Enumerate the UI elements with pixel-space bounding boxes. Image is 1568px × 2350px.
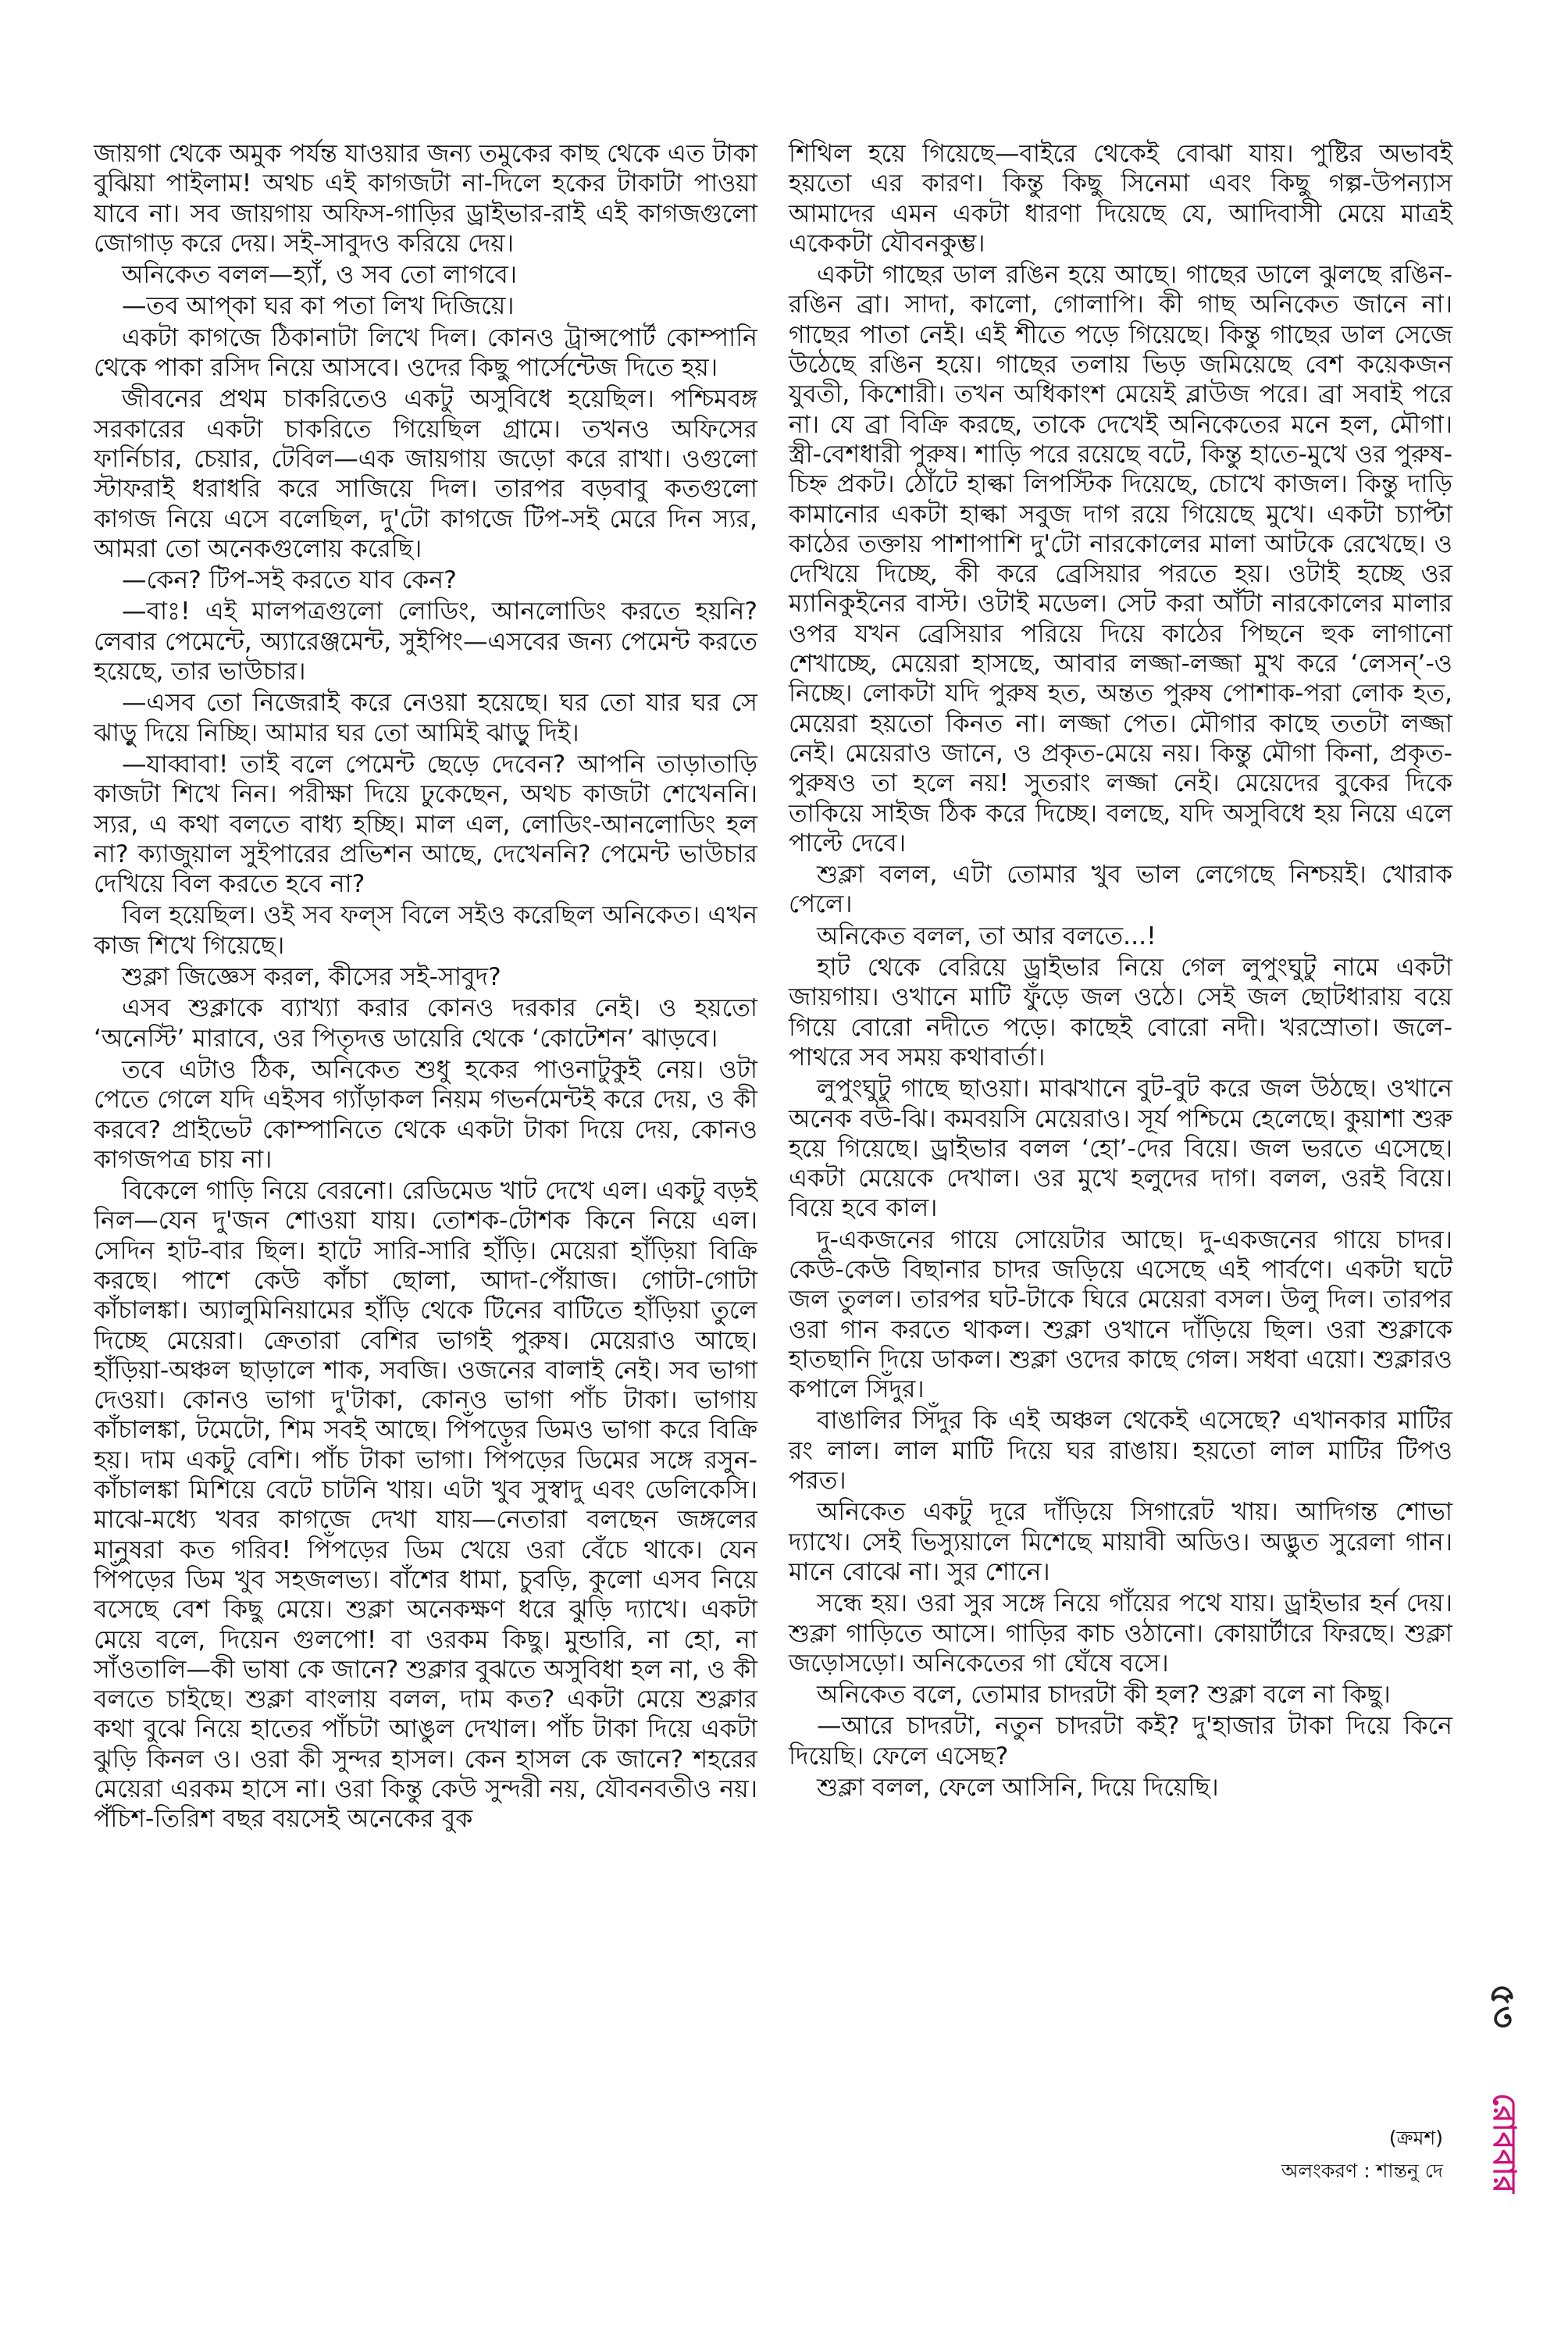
paragraph: হাট থেকে বেরিয়ে ড্রাইভার নিয়ে গেল লুপুংঘুটু নামে একটা জায়গায়। ওখানে মাটি ফুঁড়ে জল ওঠে। সেই জল ছোটধারায় বয়ে গিয়ে বোরো নদীতে পড়ে। কাছেই বোরো নদী। খরস্রোতা। জলে-পাথরে সব সময় কথাবার্তা। (789, 954, 1452, 1072)
paragraph: —কেন? টিপ-সই করতে যাব কেন? (122, 566, 457, 595)
paragraph: —আরে চাদরটা, নতুন চাদরটা কই? দু'হাজার টাকা দিয়ে কিনে দিয়েছি। ফেলে এসেছ? (789, 1712, 1452, 1771)
paragraph: জীবনের প্রথম চাকরিতেও একটু অসুবিধে হয়েছিল। পশ্চিমবঙ্গ সরকারের একটা চাকরিতে গিয়েছিল গ্রামে। তখনও অফিসের ফার্নিচার, চেয়ার, টেবিল—এক জায়গায় জড়ো করে রাখা। ওগুলো স্টাফরাই ধরাধরি করে সাজিয়ে দিল। তারপর বড়বাবু কতগুলো কাগজ নিয়ে এসে বলেছিল, দু'টো কাগজে টিপ-সই মেরে দিন স্যর, আমরা তো অনেকগুলোয় করেছি। (94, 385, 757, 563)
paragraph: বিকেলে গাড়ি নিয়ে বেরনো। রেডিমেড খাট দেখে এল। একটু বড়ই নিল—যেন দু'জন শোওয়া যায়। তোশক-টোশক কিনে নিয়ে এল। সেদিন হাট-বার ছিল। হাটে সারি-সারি হাঁড়ি। মেয়েরা হাঁড়িয়া বিক্রি করছে। পাশে কেউ কাঁচা ছোলা, আদা-পেঁয়াজ। গোটা-গোটা কাঁচালঙ্কা। অ্যালুমিনিয়ামের হাঁড়ি থেকে টিনের বাটিতে হাঁড়িয়া তুলে দিচ্ছে মেয়েরা। ক্রেতারা বেশির ভাগই পুরুষ। মেয়েরাও আছে। হাঁড়িয়া-অঞ্চল ছাড়ালে শাক, সবজি। ওজনের বালাই নেই। সব ভাগা দেওয়া। কোনও ভাগা দু'টাকা, কোনও ভাগা পাঁচ টাকা। ভাগায় কাঁচালঙ্কা, টমেটো, শিম সবই আছে। পিঁপড়ের ডিমও ভাগা করে বিক্রি হয়। দাম একটু বেশি। পাঁচ টাকা ভাগা। পিঁপড়ের ডিমের সঙ্গে রসুন-কাঁচালঙ্কা মিশিয়ে বেটে চাটনি খায়। এটা খুব সুস্বাদু এবং ডেলিকেসি। মাঝে-মধ্যে খবর কাগজে দেখা যায়—নেতারা বলছেন জঙ্গলের মানুষরা কত গরিব! পিঁপড়ের ডিম খেয়ে ওরা বেঁচে থাকে। যেন পিঁপড়ের ডিম খুব সহজলভ্য। বাঁশের ধামা, চুবড়ি, কুলো এসব নিয়ে বসেছে বেশ কিছু মেয়ে। শুক্লা অনেকক্ষণ ধরে ঝুড়ি দ্যাখে। একটা মেয়ে বলে, দিয়েন গুলপো! বা ওরকম কিছু। মুন্ডারি, না হো, না সাঁওতালি—কী ভাষা কে জানে? শুক্লার বুঝতে অসুবিধা হল না, ও কী বলতে চাইছে। শুক্লা বাংলায় বলল, দাম কত? একটা মেয়ে শুক্লার কথা বুঝে নিয়ে হাতের পাঁচটা আঙুল দেখাল। পাঁচ টাকা দিয়ে একটা ঝুড়ি কিনল ও। ওরা কী সুন্দর হাসল। কেন হাসল কে জানে? শহরের মেয়েরা এরকম হাসে না। ওরা কিন্তু কেউ সুন্দরী নয়, যৌবনবতীও নয়। পঁচিশ-তিরিশ বছর বয়সেই অনেকের বুক (94, 1177, 758, 1834)
paragraph: —বাঃ! এই মালপত্রগুলো লোডিং, আনলোডিং করতে হয়নি? লেবার পেমেন্টে, অ্যারেঞ্জমেন্ট, সুইপিং—এসবের জন্য পেমেন্ট করতে হয়েছে, তার ভাউচার। (94, 597, 757, 686)
paragraph: একটা কাগজে ঠিকানাটা লিখে দিল। কোনও ট্রান্সপোর্ট কোম্পানি থেকে পাকা রসিদ নিয়ে আসবে। ওদের কিছু পার্সেন্টেজ দিতে হয়। (94, 323, 757, 383)
illustration-credit: অলংকরণ : শান্তনু দে (1281, 2159, 1443, 2182)
paragraph: বিল হয়েছিল। ওই সব ফল্‌স বিলে সইও করেছিল অনিকেত। এখন কাজ শিখে গিয়েছে। (94, 901, 757, 960)
paragraph: শুক্লা বলল, এটা তোমার খুব ভাল লেগেছে নিশ্চয়ই। খোরাক পেলে। (789, 861, 1452, 919)
continued-label: (ক্রমশ) (1388, 2127, 1443, 2149)
page-number: ৫৩ (1483, 1984, 1523, 2029)
paragraph: —এসব তো নিজেরাই করে নেওয়া হয়েছে। ঘর তো যার ঘর সে ঝাড়ু দিয়ে নিচ্ছি। আমার ঘর তো আমিই ঝাড়ু দিই। (94, 689, 757, 747)
paragraph: অনিকেত একটু দূরে দাঁড়িয়ে সিগারেট খায়। আদিগন্ত শোভা দ্যাখে। সেই ভিস্যুয়ালে মিশেছে মায়াবী অডিও। অদ্ভুত সুরেলা গান। মানে বোঝে না। সুর শোনে। (789, 1498, 1452, 1586)
left-column (94, 139, 757, 1836)
paragraph: লুপুংঘুটু গাছে ছাওয়া। মাঝখানে বুট-বুট করে জল উঠছে। ওখানে অনেক বউ-ঝি। কমবয়সি মেয়েরাও। সূর্য পশ্চিমে হেলেছে। কুয়াশা শুরু হয়ে গিয়েছে। ড্রাইভার বলল ‘হো’-দের বিয়ে। জল ভরতে এসেছে। একটা মেয়েকে দেখাল। ওর মুখে হলুদের দাগ। বলল, ওরই বিয়ে। বিয়ে হবে কাল। (789, 1075, 1452, 1223)
paragraph: সন্ধে হয়। ওরা সুর সঙ্গে নিয়ে গাঁয়ের পথে যায়। ড্রাইভার হর্ন দেয়। শুক্লা গাড়িতে আসে। গাড়ির কাচ ওঠানো। কোয়ার্টারে ফিরছে। শুক্লা জড়োসড়ো। অনিকেতের গা ঘেঁষে বসে। (789, 1589, 1452, 1678)
paragraph: দু-একজনের গায়ে সোয়েটার আছে। দু-একজনের গায়ে চাদর। কেউ-কেউ বিছানার চাদর জড়িয়ে এসেছে এই পার্বণে। একটা ঘটে জল তুলল। তারপর ঘট-টাকে ঘিরে মেয়েরা বসল। উলু দিল। তারপর ওরা গান করতে থাকল। শুক্লা ওখানে দাঁড়িয়ে ছিল। ওরা শুক্লাকে হাতছানি দিয়ে ডাকল। শুক্লা ওদের কাছে গেল। সধবা এয়ো। শুক্লারও কপালে সিঁদুর। (789, 1225, 1452, 1404)
paragraph: অনিকেত বলল, তা আর বলতে...! (817, 922, 1156, 950)
paragraph: অনিকেত বলল—হ্যাঁ, ও সব তো লাগবে। (122, 261, 518, 290)
paragraph: অনিকেত বলে, তোমার চাদরটা কী হল? শুক্লা বলে না কিছু। (817, 1681, 1391, 1710)
paragraph: বাঙালির সিঁদুর কি এই অঞ্চল থেকেই এসেছে? এখানকার মাটির রং লাল। লাল মাটি দিয়ে ঘর রাঙায়। হয়তো লাল মাটির টিপও পরত। (789, 1407, 1452, 1496)
paragraph: —তব আপ্‌কা ঘর কা পতা লিখ দিজিয়ে। (122, 292, 515, 321)
paragraph: একটা গাছের ডাল রঙিন হয়ে আছে। গাছের ডালে ঝুলছে রঙিন-রঙিন ব্রা। সাদা, কালো, গোলাপি। কী গাছ অনিকেত জানে না। গাছের পাতা নেই। এই শীতে পড়ে গিয়েছে। কিন্তু গাছের ডাল সেজে উঠেছে রঙিন হয়ে। গাছের তলায় ভিড় জমিয়েছে বেশ কয়েকজন যুবতী, কিশোরী। তখন অধিকাংশ মেয়েই ব্লাউজ পরে। ব্রা সবাই পরে না। যে ব্রা বিক্রি করছে, তাকে দেখেই অনিকেতের মনে হল, মৌগা। স্ত্রী-বেশধারী পুরুষ। শাড়ি পরে রয়েছে বটে, কিন্তু হাতে-মুখে ওর পুরুষ-চিহ্ন প্রকট। ঠোঁটে হাল্কা লিপস্টিক দিয়েছে, চোখে কাজল। কিন্তু দাড়ি কামানোর একটা হাল্কা সবুজ দাগ রয়ে গিয়েছে মুখে। একটা চ্যাপ্টা কাঠের তক্তায় পাশাপাশি দু'টো নারকোলের মালা আটকে রেখেছে। ও দেখিয়ে দিচ্ছে, কী করে ব্রেসিয়ার পরতে হয়। ওটাই হচ্ছে ওর ম্যানিকুইনের বাস্ট। ওটাই মডেল। সেট করা আঁটা নারকোলের মালার ওপর যখন ব্রেসিয়ার পরিয়ে দিয়ে কাঠের পিছনে হুক লাগানো শেখাচ্ছে, মেয়েরা হাসছে, আবার লজ্জা-লজ্জা মুখ করে ‘লেসন্‌’-ও নিচ্ছে। লোকটা যদি পুরুষ হত, অন্তত পুরুষ পোশাক-পরা লোক হত, মেয়েরা হয়তো কিনত না। লজ্জা পেত। মৌগার কাছে ততটা লজ্জা নেই। মেয়েরাও জানে, ও প্রকৃত-মেয়ে নয়। কিন্তু মৌগা কিনা, প্রকৃত-পুরুষও তা হলে নয়! সুতরাং লজ্জা নেই। মেয়েদের বুকের দিকে তাকিয়ে সাইজ ঠিক করে দিচ্ছে। বলছে, যদি অসুবিধে হয় নিয়ে এলে পাল্টে দেবে। (789, 261, 1452, 858)
paragraph: তবে এটাও ঠিক, অনিকেত শুধু হকের পাওনাটুকুই নেয়। ওটা পেতে গেলে যদি এইসব গ্যাঁড়াকল নিয়ম গভর্নমেন্টই করে দেয়, ও কী করবে? প্রাইভেট কোম্পানিতে থেকে একটা টাকা দিয়ে দেয়, কোনও কাগজপত্র চায় না। (94, 1055, 757, 1174)
magazine-name: রোববার (1486, 2093, 1522, 2193)
paragraph: শুক্লা জিজ্ঞেস করল, কীসের সই-সাবুদ? (122, 963, 501, 992)
paragraph: —যাব্বাবা! তাই বলে পেমেন্ট ছেড়ে দেবেন? আপনি তাড়াতাড়ি কাজটা শিখে নিন। পরীক্ষা দিয়ে ঢুকেছেন, অথচ কাজটা শেখেননি। স্যর, এ কথা বলতে বাধ্য হচ্ছি। মাল এল, লোডিং-আনলোডিং হল না? ক্যাজুয়াল সুইপারের প্রভিশন আছে, দেখেননি? পেমেন্ট ভাউচার দেখিয়ে বিল করতে হবে না? (94, 750, 757, 899)
side-margin (1474, 1984, 1529, 2249)
paragraph: জায়গা থেকে অমুক পর্যন্ত যাওয়ার জন্য তমুকের কাছ থেকে এত টাকা বুঝিয়া পাইলাম! অথচ এই কাগজটা না-দিলে হকের টাকাটা পাওয়া যাবে না। সব জায়গায় অফিস-গাড়ির ড্রাইভার-রাই এই কাগজগুলো জোগাড় করে দেয়। সই-সাবুদও করিয়ে দেয়। (94, 140, 757, 258)
right-column (789, 139, 1452, 1804)
paragraph: এসব শুক্লাকে ব্যাখ্যা করার কোনও দরকার নেই। ও হয়তো ‘অনেস্টি’ মারাবে, ওর পিতৃদত্ত ডায়েরি থেকে ‘কোটেশন’ ঝাড়বে। (94, 994, 757, 1053)
paragraph: শুক্লা বলল, ফেলে আসিনি, দিয়ে দিয়েছি। (817, 1774, 1219, 1803)
paragraph: শিথিল হয়ে গিয়েছে—বাইরে থেকেই বোঝা যায়। পুষ্টির অভাবই হয়তো এর কারণ। কিন্তু কিছু সিনেমা এবং কিছু গল্প-উপন্যাস আমাদের এমন একটা ধারণা দিয়েছে যে, আদিবাসী মেয়ে মাত্রই একেকটা যৌবনকুম্ভ। (789, 140, 1452, 258)
